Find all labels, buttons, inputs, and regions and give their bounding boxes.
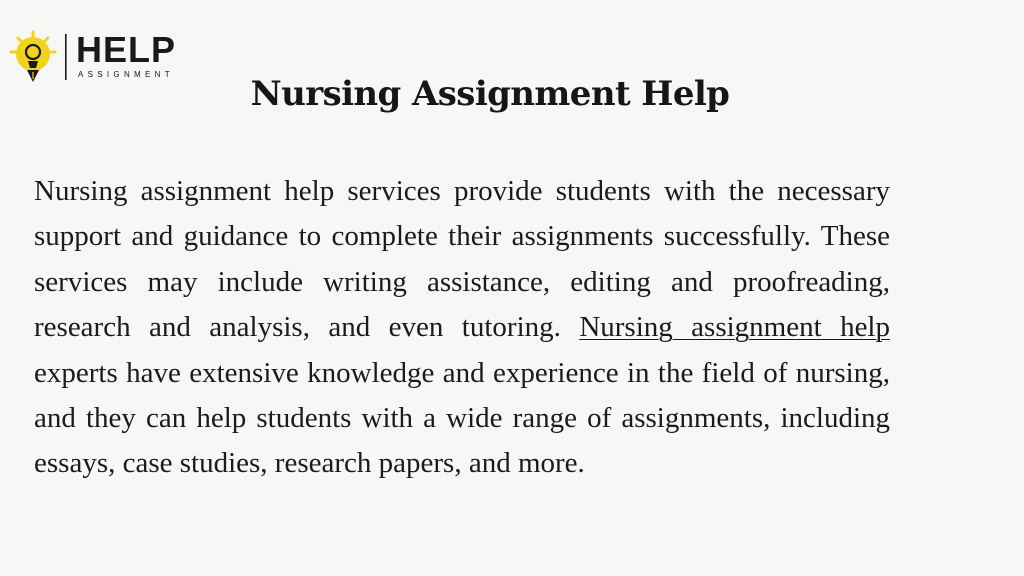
nursing-assignment-help-link[interactable]: Nursing assignment help <box>579 311 890 344</box>
logo-brand-text: HELP <box>76 29 177 70</box>
logo-tagline-text: ASSIGNMENT <box>78 70 174 79</box>
paragraph-text-after-link: experts have extensive knowledge and experience in the field of nursing, and they can help students with a wide range of assignments, including essays, case studies, research papers, and more. <box>34 356 890 480</box>
page-title: Nursing Assignment Help <box>250 74 730 114</box>
body-paragraph <box>34 169 890 487</box>
paragraph-text-before-link: Nursing assignment help services provide students with the necessary support and guidance to complete their assignments successfully. These services may include writing assistance, editing and proofreading, research and analysis, and even tutoring. <box>34 175 890 344</box>
